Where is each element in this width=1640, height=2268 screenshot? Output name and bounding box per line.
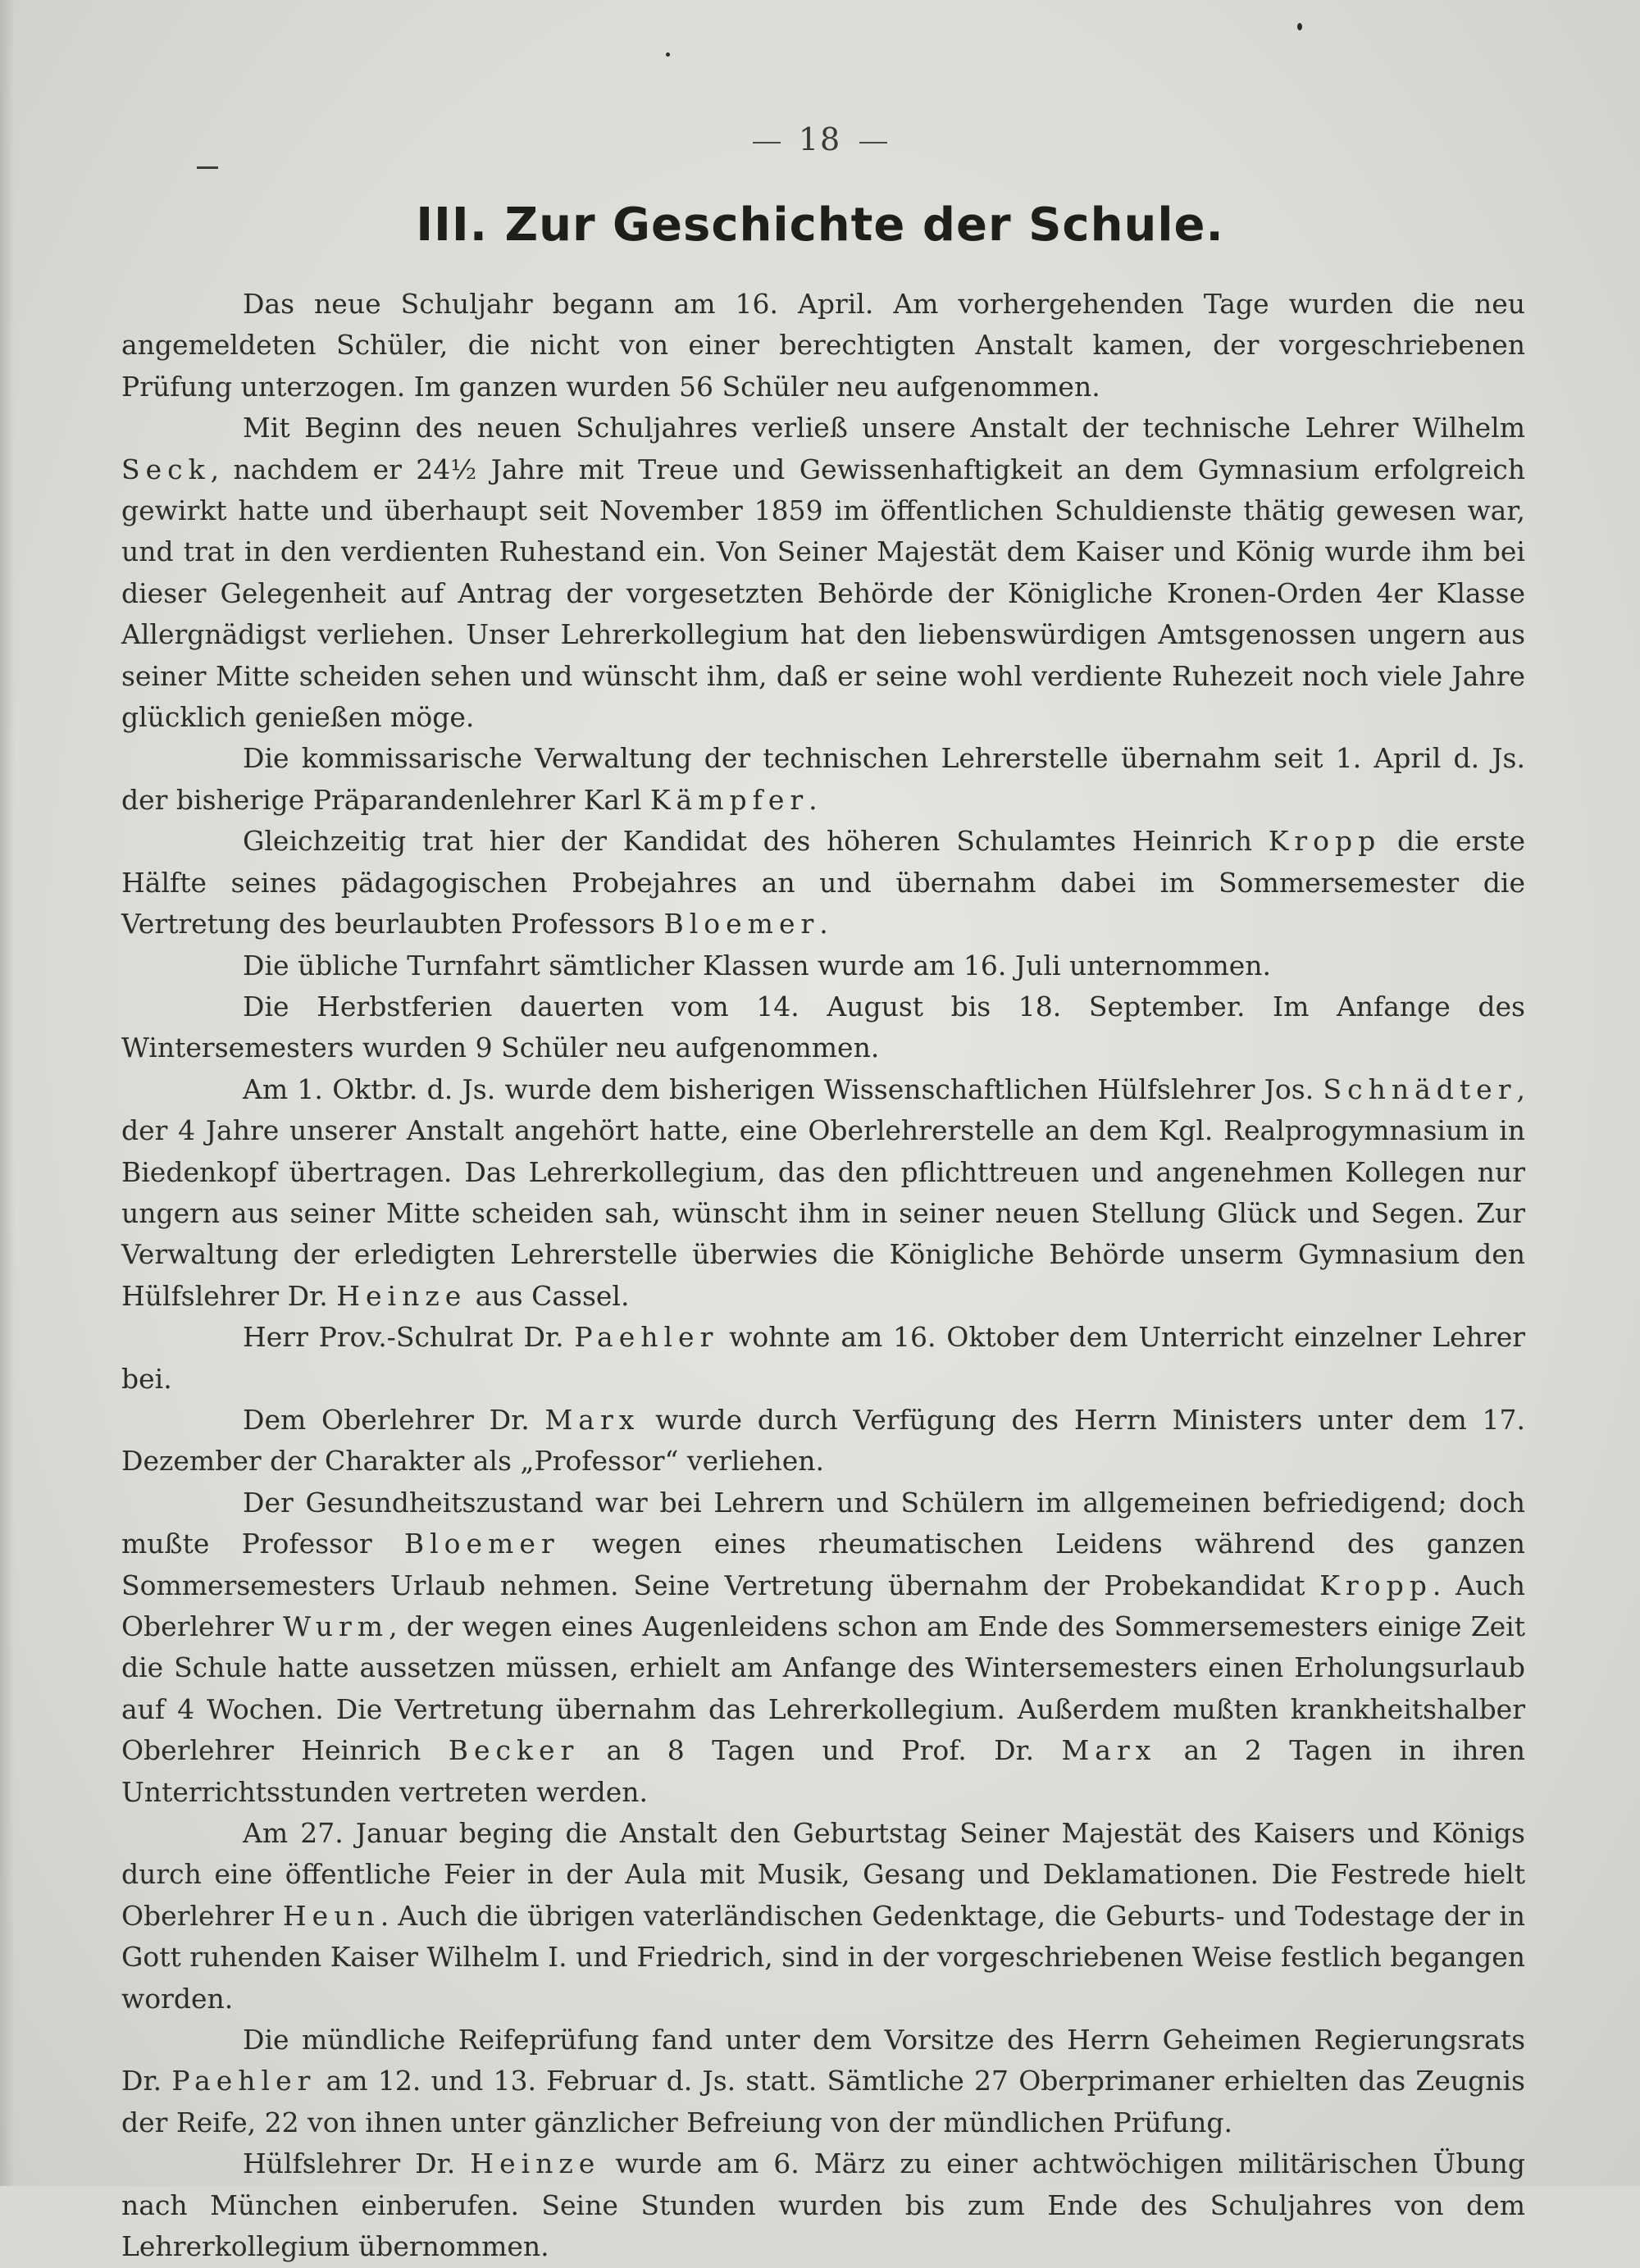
spaced-name: Marx bbox=[544, 1403, 640, 1436]
paragraph bbox=[121, 821, 1525, 945]
spaced-name: Heinze bbox=[470, 2147, 601, 2180]
text-run: wurde durch Verfügung des Herrn Ministers unter dem 17. Dezember der Charakter als „Professor“ verliehen. bbox=[121, 1403, 1525, 1478]
spaced-name: Paehler bbox=[171, 2065, 317, 2097]
text-run: Die übliche Turnfahrt sämtlicher Klassen wurde am 16. Juli unternommen. bbox=[243, 949, 1272, 981]
text-run: , der 4 Jahre unserer Anstalt angehört hatte, eine Oberlehrerstelle an dem Kgl. Realprogymnasium in Biedenkopf übertragen. Das Lehrerkollegium, das den pflichttreuen und angenehmen Kollegen nur ungern aus seiner Mitte scheiden sah, wünscht ihm in seiner neuen Stellung Glück und Segen. Zur Verwaltung der erledigten Lehrerstelle überwies die Königliche Behörde unserm Gymnasium den Hülfslehrer Dr. bbox=[121, 1073, 1525, 1312]
spaced-name: Wurm bbox=[283, 1610, 390, 1642]
text-run: . Auch die übrigen vaterländischen Gedenktage, die Geburts- und Todestage der in Gott ruhenden Kaiser Wilhelm I. und Friedrich, sind in der vorgeschriebenen Weise festlich begangen worden. bbox=[121, 1899, 1525, 2015]
section-title: III. Zur Geschichte der Schule. bbox=[416, 198, 1224, 252]
spaced-name: Kämpfer bbox=[649, 783, 809, 816]
text-run: wohnte am 16. Oktober dem Unterricht einzelner Lehrer bei. bbox=[121, 1321, 1525, 1395]
text-run: Am 1. Oktbr. d. Js. wurde dem bisherigen Wissenschaftlichen Hülfslehrer Jos. bbox=[243, 1073, 1323, 1105]
text-run: aus Cassel. bbox=[467, 1279, 630, 1312]
text-run: Die Herbstferien dauerten vom 14. August bis 18. September. Im Anfange des Wintersemesters wurden 9 Schüler neu aufgenommen. bbox=[121, 990, 1525, 1064]
spaced-name: Becker bbox=[448, 1734, 580, 1767]
text-run: Herr Prov.-Schulrat Dr. bbox=[243, 1321, 575, 1354]
page-number-value: 18 bbox=[798, 121, 842, 157]
text-run: an 8 Tagen und Prof. Dr. bbox=[579, 1734, 1062, 1767]
text-run: , nachdem er 24½ Jahre mit Treue und Gewissenhaftigkeit an dem Gymnasium erfolgreich gewirkt hatte und überhaupt seit November 1859 im öffentlichen Schuldienste thätig gewesen war, und trat in den verdienten Ruhestand ein. Von Seiner Majestät dem Kaiser und König wurde ihm bei dieser Gelegenheit auf Antrag der vorgesetzten Behörde der Königliche Kronen-Orden 4er Klasse Allergnädigst verliehen. Unser Lehrerkollegium hat den liebenswürdigen Amtsgenossen ungern aus seiner Mitte scheiden sehen und wünscht ihm, daß er seine wohl verdiente Ruhezeit noch viele Jahre glücklich genießen möge. bbox=[121, 453, 1525, 734]
text-run: Mit Beginn des neuen Schuljahres verließ unsere Anstalt der technische Lehrer Wilhelm bbox=[243, 412, 1525, 444]
paragraph bbox=[121, 1400, 1525, 1482]
text-run: . bbox=[809, 783, 818, 816]
text-run: Gleichzeitig trat hier der Kandidat des höheren Schulamtes Heinrich bbox=[243, 825, 1269, 858]
text-run: Hülfslehrer Dr. bbox=[243, 2147, 471, 2180]
print-speck bbox=[666, 52, 670, 57]
text-run: , der wegen eines Augenleidens schon am Ende des Sommersemesters einige Zeit die Schule hatte aussetzen müssen, erhielt am Anfange des Wintersemesters einen Erholungsurlaub auf 4 Wochen. Die Vertretung übernahm das Lehrerkollegium. Außerdem mußten krankheitshalber Oberlehrer Heinrich bbox=[121, 1610, 1525, 1767]
text-run: am 12. und 13. Februar d. Js. statt. Sämtliche 27 Oberprimaner erhielten das Zeugnis der Reife, 22 von ihnen unter gänzlicher Befreiung von der mündlichen Prüfung. bbox=[121, 2065, 1525, 2138]
text-run: Die mündliche Reifeprüfung fand unter dem Vorsitze des Herrn Geheimen Regierungsrats Dr. bbox=[121, 2024, 1525, 2097]
spaced-name: Kropp bbox=[1319, 1569, 1433, 1601]
text-run: wurde am 6. März zu einer achtwöchigen militärischen Übung nach München einberufen. Seine Stunden wurden bis zum Ende des Schuljahres von dem Lehrerkollegium übernommen. bbox=[121, 2147, 1525, 2263]
spaced-name: Bloemer bbox=[663, 908, 820, 940]
body-text bbox=[121, 284, 1525, 2268]
paragraph bbox=[121, 2143, 1525, 2267]
text-run: die erste Hälfte seines pädagogischen Probejahres an und übernahm dabei im Sommersemester die Vertretung des beurlaubten Professors bbox=[121, 825, 1525, 940]
text-run: Die kommissarische Verwaltung der technischen Lehrerstelle übernahm seit 1. April d. Js. der bisherige Präparandenlehrer Karl bbox=[121, 742, 1525, 816]
print-speck bbox=[1297, 23, 1302, 30]
spaced-name: Marx bbox=[1061, 1734, 1157, 1767]
paragraph bbox=[121, 1317, 1525, 1400]
paragraph bbox=[121, 1482, 1525, 1813]
text-run: Dem Oberlehrer Dr. bbox=[243, 1403, 545, 1436]
page-number-dash-left bbox=[753, 142, 781, 143]
spaced-name: Seck bbox=[121, 453, 211, 485]
text-run: Das neue Schuljahr begann am 16. April. Am vorhergehenden Tage wurden die neu angemeldeten Schüler, die nicht von einer berechtigten Anstalt kamen, der vorgeschriebenen Prüfung unterzogen. Im ganzen wurden 56 Schüler neu aufgenommen. bbox=[121, 288, 1525, 403]
paragraph bbox=[121, 408, 1525, 738]
spaced-name: Paehler bbox=[574, 1321, 719, 1354]
text-run: an 2 Tagen in ihren Unterrichtsstunden vertreten werden. bbox=[121, 1734, 1526, 1808]
paragraph bbox=[121, 284, 1525, 408]
paragraph bbox=[121, 945, 1525, 986]
text-run: Am 27. Januar beging die Anstalt den Geburtstag Seiner Majestät des Kaisers und Königs durch eine öffentliche Feier in der Aula mit Musik, Gesang und Deklamationen. Die Festrede hielt Oberlehrer bbox=[121, 1817, 1525, 1932]
page-number bbox=[0, 121, 1640, 157]
text-run: wegen eines rheumatischen Leidens während des ganzen Sommersemesters Urlaub nehmen. Seine Vertretung übernahm der Probekandidat bbox=[121, 1528, 1525, 1601]
spaced-name: Heun bbox=[282, 1899, 380, 1932]
spaced-name: Heinze bbox=[336, 1279, 467, 1312]
binding-edge-shadow bbox=[0, 0, 15, 2186]
spaced-name: Schnädter bbox=[1323, 1073, 1517, 1105]
page-number-dash-right bbox=[859, 142, 887, 143]
text-run: Der Gesundheitszustand war bei Lehrern und Schülern im allgemeinen befriedigend; doch mußte Professor bbox=[121, 1486, 1525, 1560]
paragraph bbox=[121, 1069, 1525, 1317]
spaced-name: Kropp bbox=[1268, 825, 1382, 858]
spaced-name: Bloemer bbox=[403, 1528, 560, 1560]
paragraph bbox=[121, 986, 1525, 1069]
paragraph bbox=[121, 738, 1525, 821]
paragraph bbox=[121, 2020, 1525, 2143]
text-run: . bbox=[819, 908, 828, 940]
paragraph bbox=[121, 1813, 1525, 2020]
text-run: . Auch Oberlehrer bbox=[121, 1569, 1525, 1642]
stray-mark bbox=[197, 166, 218, 169]
